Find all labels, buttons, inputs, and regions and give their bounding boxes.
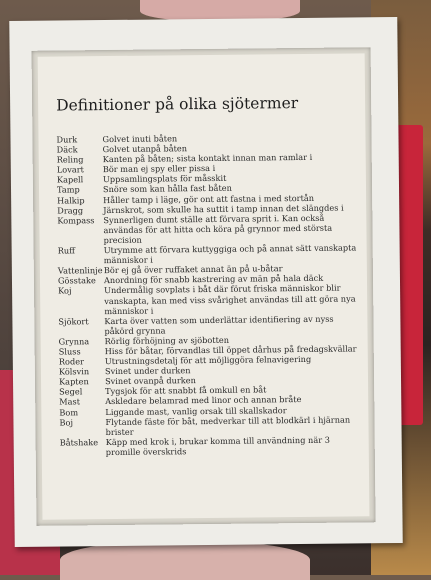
term-definition: Bör ej gå över ruffaket annat än på u-båtar [103, 263, 283, 276]
term-definition: Bör man ej spy eller pissa i [102, 163, 216, 175]
term-definition: Tygsjok för att snabbt få omkull en båt [105, 384, 267, 397]
term-definition: Svinet under durken [104, 365, 191, 377]
list-item [57, 212, 363, 245]
picture-frame [9, 17, 402, 547]
term-definition: Synnerligen dumt ställe att förvara sprit i. Kan också användas för att hitta och köra på grynnor med största precision [103, 212, 333, 246]
term-name: Grynna [58, 336, 90, 347]
term-name: Kompass [57, 214, 95, 226]
term-name: Roder [58, 356, 84, 367]
term-name: Vattenlinje [57, 265, 103, 276]
term-definition: Utrymme att förvara kuttyggiga och på annat sätt vanskapta människor i [103, 242, 357, 266]
frame-mat [32, 47, 376, 526]
term-name: Mast [59, 396, 81, 407]
term-name: Kapell [56, 174, 84, 185]
term-definition: Käpp med krok i, brukar komma till användning när 3 promille överskrids [105, 434, 330, 457]
term-name: Boj [59, 417, 74, 428]
term-definition: Snöre som kan hålla fast båten [102, 183, 232, 195]
term-definition: Rörlig förhöjning av sjöbotten [104, 334, 230, 346]
term-name: Halkip [57, 194, 85, 206]
term-name: Kölsvin [58, 366, 90, 377]
term-definition: Järnskrot, som skulle ha suttit i tamp innan det slängdes i [103, 202, 344, 215]
term-definition: Liggande mast, vanlig orsak till skallskador [105, 404, 287, 417]
term-name: Gösstake [57, 275, 96, 286]
term-definition: Svinet ovanpå durken [104, 375, 196, 387]
term-definition: Kanten på båten; sista kontakt innan man ramlar i [102, 152, 313, 165]
term-definition: Anordning för snabb kastrering av män på hala däck [103, 273, 324, 286]
term-definition: Golvet inuti båten [102, 133, 178, 145]
list-item [58, 283, 364, 316]
term-name: Båtshake [59, 436, 99, 448]
term-name: Durk [56, 134, 78, 145]
term-definition: Håller tamp i läge, gör ont att fastna i med stortån [103, 192, 315, 205]
term-name: Koj [58, 285, 72, 296]
term-definition: Askledare belamrad med linor och annan bråte [105, 394, 302, 407]
term-name: Segel [59, 386, 83, 397]
term-name: Ruff [57, 245, 75, 256]
framed-paper [38, 53, 370, 519]
term-name: Reling [56, 154, 84, 165]
term-definition: Hiss för båtar, förvandlas till öppet dårhus på fredagskvällar [104, 343, 357, 357]
term-list [56, 131, 365, 457]
term-name: Dragg [57, 204, 84, 216]
term-definition: Karta över vatten som underlättar identifiering av nyss påkörd grynna [104, 313, 334, 336]
term-definition: Golvet utanpå båten [102, 143, 188, 155]
term-name: Tamp [56, 184, 80, 196]
list-item [60, 434, 366, 457]
term-name: Kapten [58, 376, 89, 387]
page-title: Definitioner på olika sjötermer [56, 94, 299, 115]
term-definition: Flytande fäste för båt, medverkar till att blodkärl i hjärnan brister [105, 414, 351, 437]
term-definition: Undermålig sovplats i båt där förut friska människor blir vanskapta, kan med viss svårighet användas till att göra nya människor i [104, 282, 356, 316]
term-name: Sluss [58, 346, 81, 357]
term-definition: Uppsamlingsplats för måsskit [102, 173, 227, 185]
term-name: Bom [59, 406, 79, 418]
term-name: Däck [56, 144, 78, 155]
term-definition: Utrustningsdetalj för att möjliggöra felnavigering [104, 353, 312, 367]
term-name: Sjökort [58, 315, 89, 327]
term-name: Lovart [56, 164, 84, 175]
